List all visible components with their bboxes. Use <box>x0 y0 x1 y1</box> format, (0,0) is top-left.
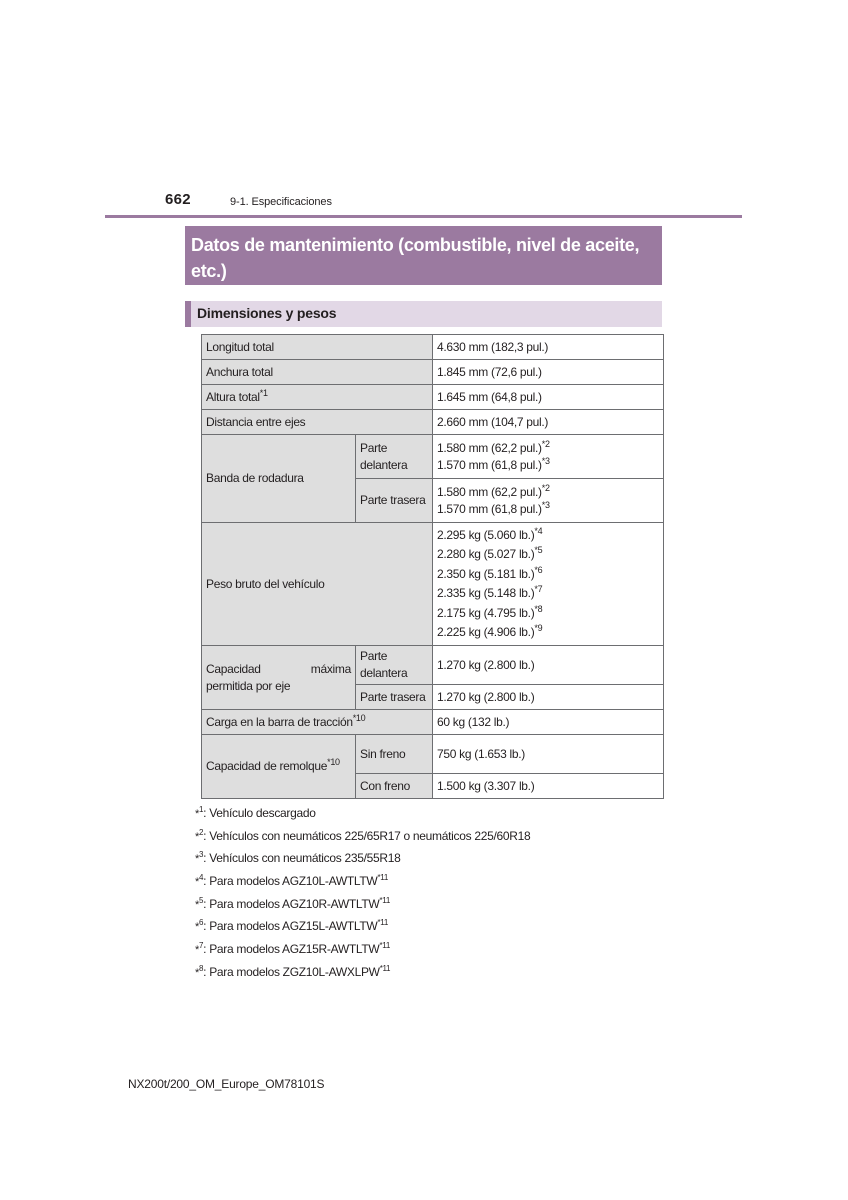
subtitle-accent-bar <box>185 301 191 327</box>
value-line: 1.570 mm (61,8 pul.)$^{*3}$ <box>437 455 550 472</box>
table-row <box>202 523 664 646</box>
row-value-banda-delantera <box>433 435 664 479</box>
main-title: Datos de mantenimiento (combustible, nivel de aceite, etc.) <box>191 235 640 281</box>
sublabel-remolque-con-freno: Con freno <box>356 774 433 799</box>
row-value-remolque-con-freno: 1.500 kg (3.307 lb.) <box>433 774 664 799</box>
row-value-distancia: 2.660 mm (104,7 pul.) <box>433 410 664 435</box>
value-line: 2.350 kg (5.181 lb.)$^{*6}$ <box>437 564 543 581</box>
footnote-item: *$^8$: Para modelos ZGZ10L-AWXLPW$^{*11}$ <box>195 963 391 979</box>
row-value-longitud: 4.630 mm (182,3 pul.) <box>433 335 664 360</box>
row-label-banda: Banda de rodadura <box>202 435 356 523</box>
table-row <box>202 335 664 360</box>
footer-doc-code: NX200t/200_OM_Europe_OM78101S <box>128 1077 325 1091</box>
row-label-altura <box>202 385 433 410</box>
sublabel-banda-trasera: Parte trasera <box>356 479 433 523</box>
value-line: 2.295 kg (5.060 lb.)$^{*4}$ <box>437 525 543 542</box>
value-line: 1.580 mm (62,2 pul.)$^{*2}$ <box>437 482 550 499</box>
section-title: 9-1. Especificaciones <box>230 196 332 208</box>
row-label-anchura: Anchura total <box>202 360 433 385</box>
footnote-item: *$^5$: Para modelos AGZ10R-AWTLTW$^{*11}$ <box>195 895 390 911</box>
table-row <box>202 410 664 435</box>
altura-label-text: Altura total <box>206 389 260 404</box>
footnote-item: *$^2$: Vehículos con neumáticos 225/65R17 o neumáticos 225/60R18 <box>195 827 531 843</box>
subtitle: Dimensiones y pesos <box>197 305 337 321</box>
footnote-ref: *1 <box>259 387 268 398</box>
capacidad-label-line2: permitida por eje <box>206 678 291 693</box>
table-row <box>202 735 664 774</box>
row-value-capacidad-delantera: 1.270 kg (2.800 lb.) <box>433 646 664 685</box>
footnote-ref: *10 <box>352 712 366 723</box>
sublabel-remolque-sin-freno: Sin freno <box>356 735 433 774</box>
footnote-item: *$^6$: Para modelos AGZ15L-AWTLTW$^{*11}$ <box>195 918 388 934</box>
header-divider <box>105 215 742 218</box>
footnote-ref: *10 <box>327 757 340 767</box>
table-row <box>202 710 664 735</box>
row-value-banda-trasera <box>433 479 664 523</box>
row-value-altura: 1.645 mm (64,8 pul.) <box>433 385 664 410</box>
row-label-distancia: Distancia entre ejes <box>202 410 433 435</box>
table-row <box>202 360 664 385</box>
table-row <box>202 646 664 685</box>
value-line: 1.580 mm (62,2 pul.)$^{*2}$ <box>437 438 550 455</box>
subtitle-banner <box>185 301 662 327</box>
row-value-peso <box>433 523 664 646</box>
row-label-longitud: Longitud total <box>202 335 433 360</box>
table-row <box>202 435 664 479</box>
row-label-carga: Carga en la barra de tracción$^{*10}$ <box>202 710 433 735</box>
main-title-banner <box>185 226 662 285</box>
sublabel-capacidad-delantera: Parte delantera <box>356 646 433 685</box>
footnote-item: *$^3$: Vehículos con neumáticos 235/55R18 <box>195 850 401 866</box>
value-line: 2.335 kg (5.148 lb.)$^{*7}$ <box>437 584 543 600</box>
footnote-item: *$^1$: Vehículo descargado <box>195 805 316 820</box>
row-label-remolque: Capacidad de remolque$^{*10}$ <box>202 735 356 799</box>
sublabel-capacidad-trasera: Parte trasera <box>356 685 433 710</box>
row-label-peso: Peso bruto del vehículo <box>202 523 433 646</box>
footnote-item: *$^7$: Para modelos AGZ15R-AWTLTW$^{*11}$ <box>195 941 390 957</box>
row-value-anchura: 1.845 mm (72,6 pul.) <box>433 360 664 385</box>
value-line: 2.225 kg (4.906 lb.)$^{*9}$ <box>437 623 543 639</box>
table-row <box>202 385 664 410</box>
value-line: 2.280 kg (5.027 lb.)$^{*5}$ <box>437 545 543 561</box>
value-line: 1.570 mm (61,8 pul.)$^{*3}$ <box>437 499 550 516</box>
row-label-capacidad <box>202 646 356 710</box>
capacidad-label-line1: Capacidad máxima <box>206 661 351 676</box>
value-line: 2.175 kg (4.795 lb.)$^{*8}$ <box>437 603 543 620</box>
footnote-item: *$^4$: Para modelos AGZ10L-AWTLTW$^{*11}$ <box>195 873 388 889</box>
footnotes <box>195 806 530 988</box>
row-value-carga: 60 kg (132 lb.) <box>433 710 664 735</box>
row-value-capacidad-trasera: 1.270 kg (2.800 lb.) <box>433 685 664 710</box>
row-value-remolque-sin-freno: 750 kg (1.653 lb.) <box>433 735 664 774</box>
sublabel-banda-delantera: Parte delantera <box>356 435 433 479</box>
specs-table <box>201 334 664 799</box>
page-number: 662 <box>165 191 191 208</box>
